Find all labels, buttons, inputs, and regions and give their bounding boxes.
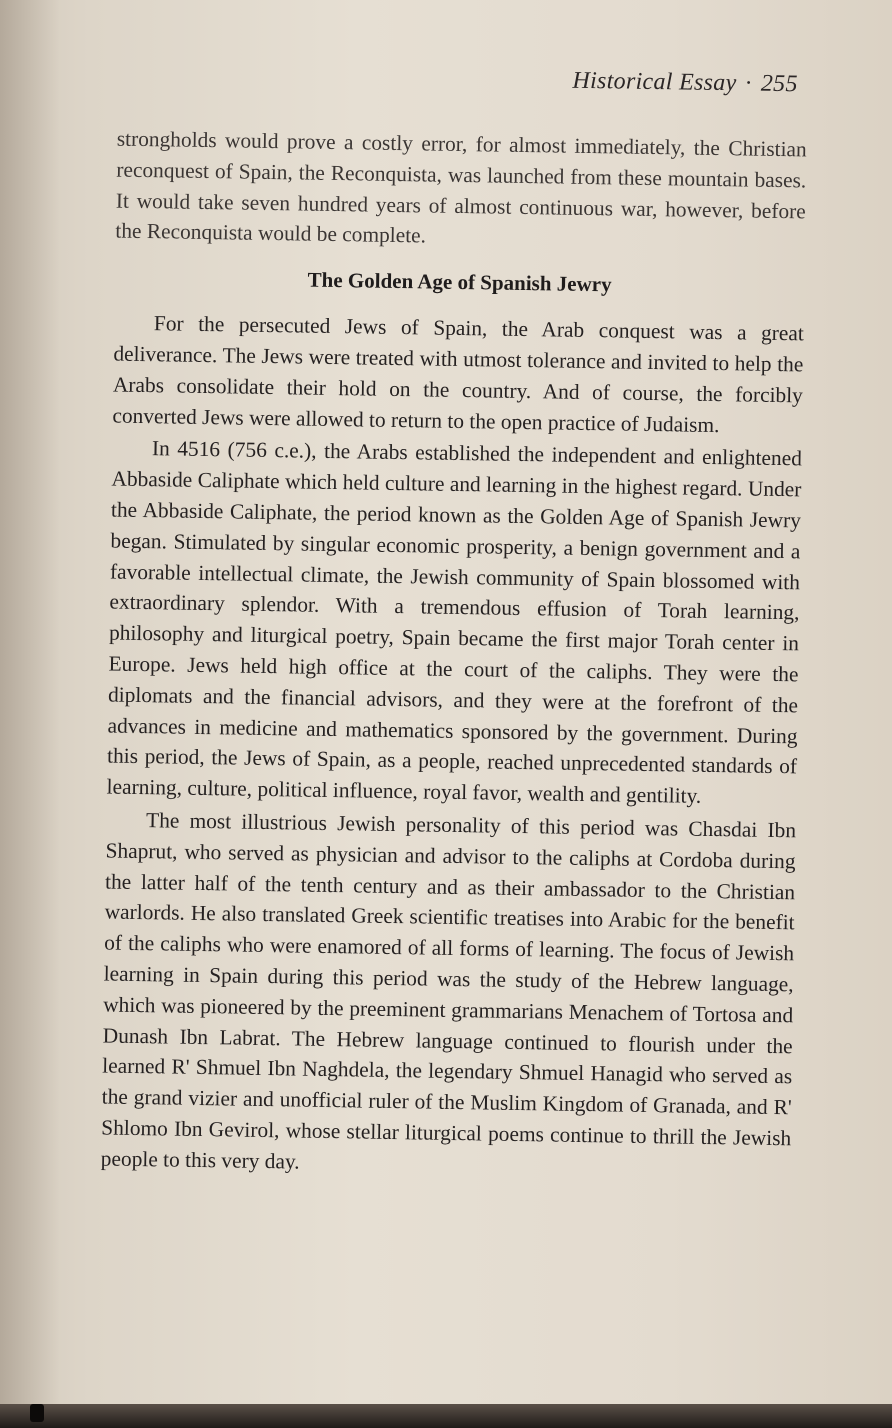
running-head-title: Historical Essay [572,67,737,97]
running-head-separator: · [744,70,754,97]
bottom-corner-mark [30,1404,44,1422]
page-number: 255 [760,70,798,98]
body-paragraph: For the persecuted Jews of Spain, the Arab conquest was a great deliverance. The Jews were treated with utmost tolerance and invited to help the Arabs consolidate their hold on the country. And of course, the forcibly converted Jews were allowed to return to the open practice of Judaism. [112,311,805,437]
body-paragraph: The most illustrious Jewish personality of this period was Chasdai Ibn Shaprut, who served as physician and advisor to the caliphs at Cordoba during the latter half of the tenth century and as their ambassador to the Christian warlords. He also translated Greek scientific treatises into Arabic for the benefit of the caliphs who were enamored of all forms of learning. The focus of Jewish learning in Spain during this period was the study of the Hebrew language, which was pioneered by the preeminent grammarians Menachem of Tortosa and Dunash Ibn Labrat. The Hebrew language continued to flourish under the learned R' Shmuel Ibn Naghdela, the legendary Shmuel Hanagid who served as the grand vizier and unofficial ruler of the Muslim Kingdom of Granada, and R' Shlomo Ibn Gevirol, whose stellar liturgical poems continue to thrill the Jewish people to this very day. [100,808,797,1174]
table-surface [0,1404,892,1428]
body-paragraph: In 4516 (756 c.e.), the Arabs established the independent and enlightened Abbaside Caliphate which held culture and learning in the highest regard. Under the Abbaside Caliphate, the period known as the Golden Age of Spanish Jewry began. Stimulated by singular economic prosperity, a benign government and a favorable intellectual climate, the Jewish community of Spain blossomed with extraordinary splendor. With a tremendous effusion of Torah learning, philosophy and liturgical poetry, Spain became the first major Torah center in Europe. Jews held high office at the court of the caliphs. They were the diplomats and the financial advisors, and they were at the forefront of the advances in medicine and mathematics sponsored by the government. During this period, the Jews of Spain, as a people, reached unprecedented standards of learning, culture, political influence, royal favor, wealth and gentility. [106,436,803,808]
running-head [118,61,808,99]
page-content [101,61,808,1185]
intro-paragraph: strongholds would prove a costly error, for almost immediately, the Christian reconquest of Spain, the Reconquista, was launched from these mountain bases. It would take seven hundred years of almost continuous war, however, before the Reconquista would be complete. [115,126,807,248]
section-heading: The Golden Age of Spanish Jewry [307,267,612,297]
